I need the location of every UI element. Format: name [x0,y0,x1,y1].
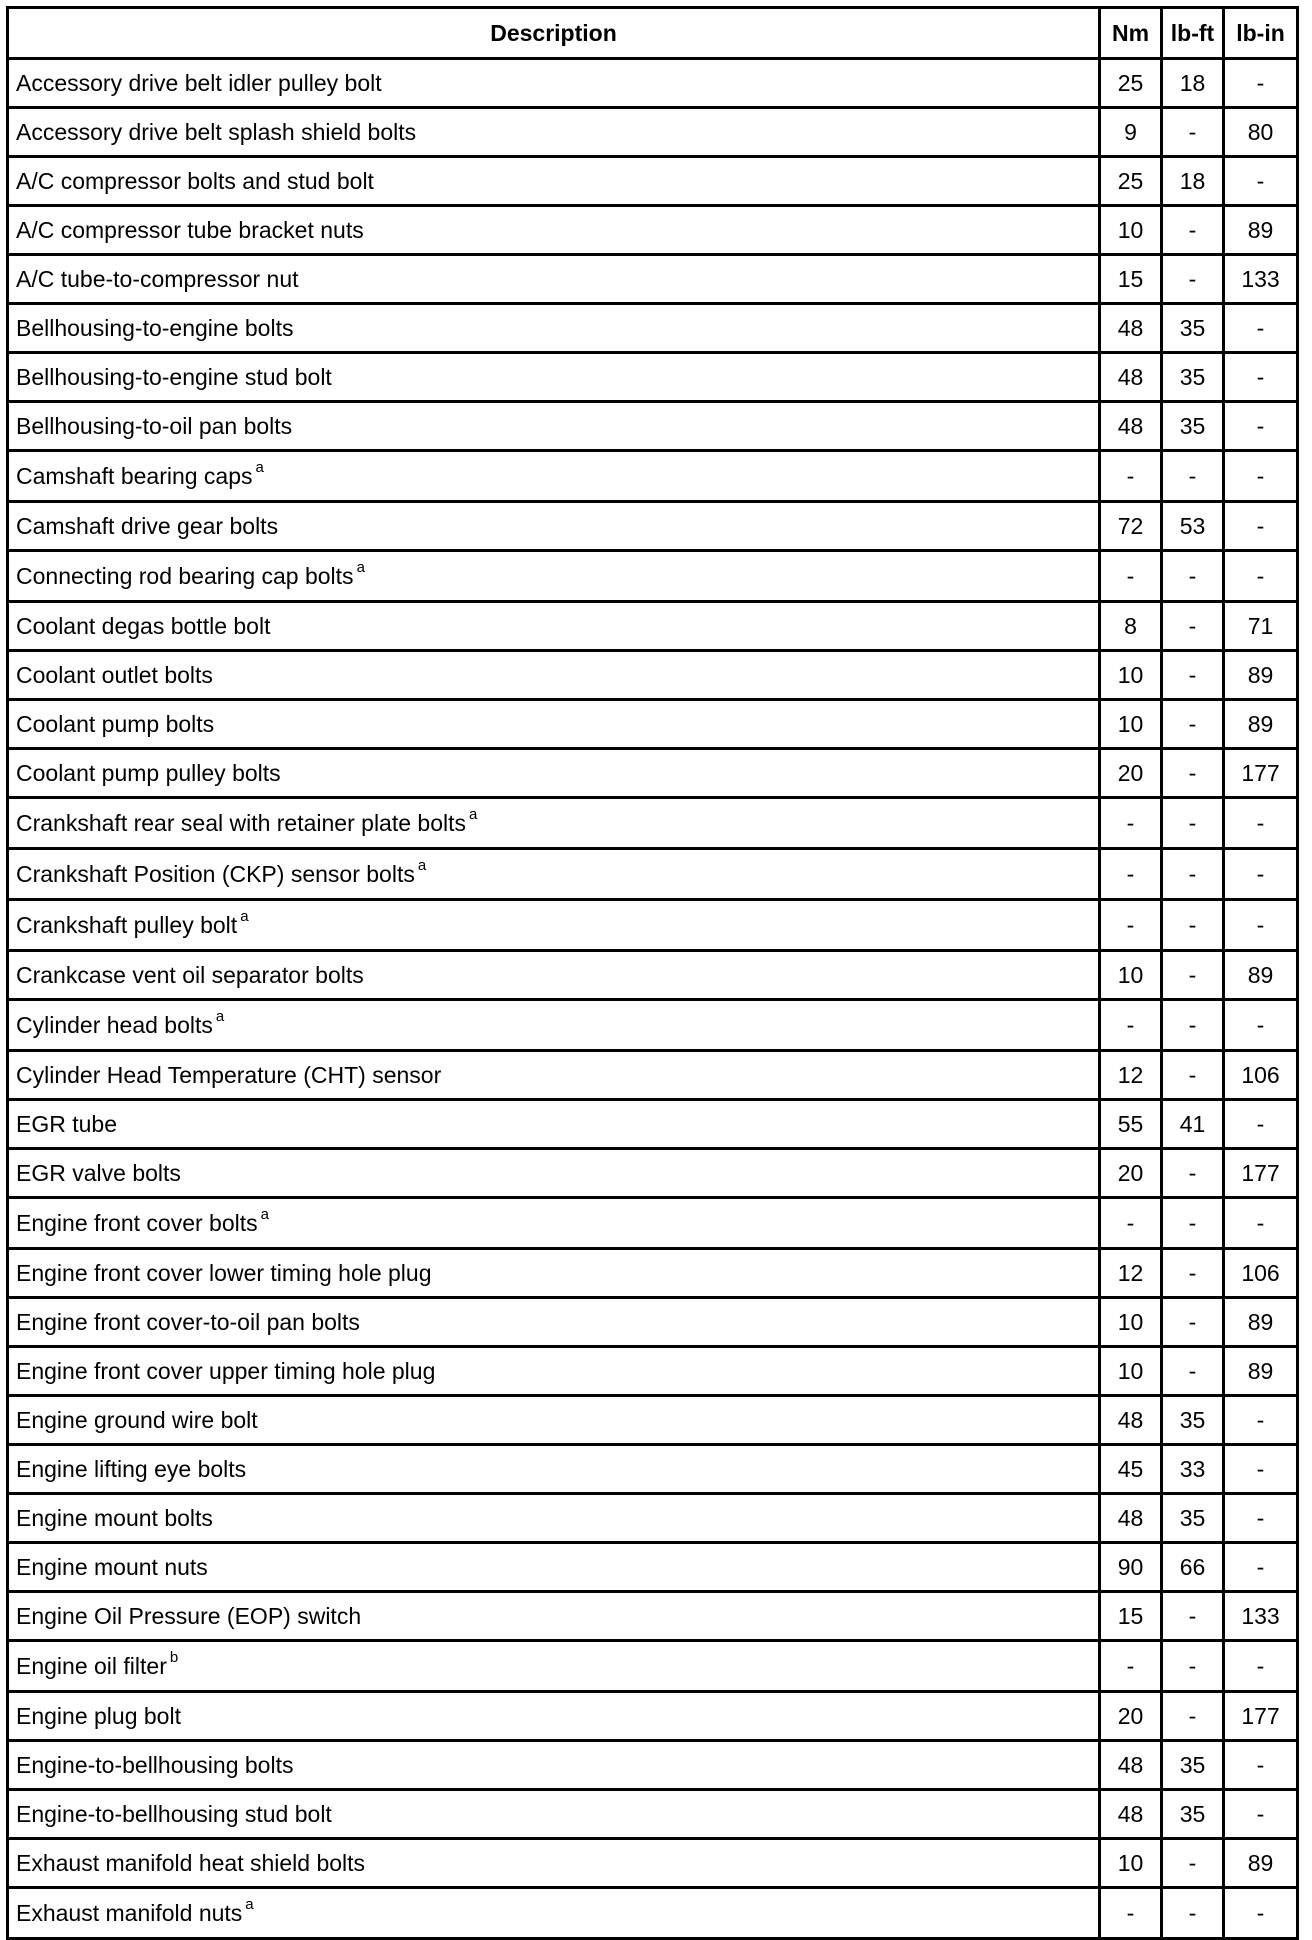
nm-cell: 48 [1100,1790,1162,1839]
description-cell [8,798,1100,849]
description-cell [8,1741,1100,1790]
nm-cell: 10 [1100,700,1162,749]
table-row [8,1445,1298,1494]
nm-cell: 12 [1100,1249,1162,1298]
footnote-marker: a [215,1007,225,1025]
table-row [8,1149,1298,1198]
lbft-cell: - [1162,602,1224,651]
nm-cell: 10 [1100,206,1162,255]
description-text: Engine-to-bellhousing bolts [16,1751,294,1778]
table-row [8,451,1298,502]
description-cell [8,157,1100,206]
description-text: Camshaft bearing caps [16,462,253,489]
lbft-cell: - [1162,1692,1224,1741]
nm-cell: 90 [1100,1543,1162,1592]
nm-cell: 20 [1100,1149,1162,1198]
lbin-cell: - [1224,1543,1298,1592]
lbin-cell: - [1224,353,1298,402]
lbft-cell: - [1162,255,1224,304]
description-text: Engine lifting eye bolts [16,1455,247,1482]
lbin-cell: - [1224,798,1298,849]
description-text: Cylinder Head Temperature (CHT) sensor [16,1061,442,1088]
table-row [8,1741,1298,1790]
table-body [8,59,1298,1939]
nm-cell: 48 [1100,353,1162,402]
footnote-marker: a [240,907,249,925]
description-text: Accessory drive belt idler pulley bolt [16,69,382,96]
lbin-cell: 177 [1224,1149,1298,1198]
nm-cell: 48 [1100,1396,1162,1445]
header-row [8,8,1298,59]
description-text: Engine front cover lower timing hole plug [16,1259,432,1286]
lbin-cell: 89 [1224,206,1298,255]
description-text: Crankshaft Position (CKP) sensor bolts [16,860,415,887]
description-cell [8,551,1100,602]
table-row [8,1543,1298,1592]
table-row [8,1790,1298,1839]
lbft-cell: - [1162,1298,1224,1347]
lbft-cell: 53 [1162,502,1224,551]
lbft-cell: - [1162,700,1224,749]
nm-cell: - [1100,551,1162,602]
nm-cell: - [1100,451,1162,502]
lbin-cell: 177 [1224,749,1298,798]
lbft-cell: - [1162,451,1224,502]
description-text: Engine plug bolt [16,1702,181,1729]
table-row [8,59,1298,108]
lbft-cell: - [1162,1839,1224,1888]
description-cell [8,700,1100,749]
lbft-cell: - [1162,951,1224,1000]
description-text: EGR valve bolts [16,1159,181,1186]
table-row [8,206,1298,255]
description-text: Coolant pump bolts [16,710,215,737]
description-text: Bellhousing-to-engine bolts [16,314,294,341]
table-row [8,255,1298,304]
description-text: Engine oil filter [16,1652,167,1679]
table-row [8,353,1298,402]
footnote-marker: a [417,856,427,874]
description-text: Engine ground wire bolt [16,1406,258,1433]
description-text: Engine mount bolts [16,1504,213,1531]
nm-cell: 15 [1100,255,1162,304]
nm-cell: 10 [1100,1839,1162,1888]
table-row [8,1494,1298,1543]
footnote-marker: a [469,805,478,823]
description-cell [8,1543,1100,1592]
lbin-cell: - [1224,157,1298,206]
description-cell [8,1445,1100,1494]
lbin-cell: 106 [1224,1051,1298,1100]
lbin-cell: - [1224,304,1298,353]
table-row [8,1198,1298,1249]
nm-cell: 10 [1100,1298,1162,1347]
header-lbin: lb-in [1224,8,1298,59]
description-cell [8,602,1100,651]
nm-cell: 48 [1100,402,1162,451]
description-cell [8,108,1100,157]
description-text: A/C compressor bolts and stud bolt [16,167,374,194]
lbin-cell: 71 [1224,602,1298,651]
description-cell [8,304,1100,353]
nm-cell: 10 [1100,1347,1162,1396]
table-row [8,1298,1298,1347]
lbin-cell: 106 [1224,1249,1298,1298]
lbft-cell: - [1162,108,1224,157]
footnote-marker: a [356,558,365,576]
lbft-cell: - [1162,206,1224,255]
table-row [8,602,1298,651]
lbin-cell: 89 [1224,1839,1298,1888]
lbft-cell: - [1162,1888,1224,1939]
description-text: Exhaust manifold heat shield bolts [16,1849,366,1876]
nm-cell: 9 [1100,108,1162,157]
nm-cell: 48 [1100,304,1162,353]
description-cell [8,255,1100,304]
footnote-marker: a [245,1895,254,1913]
description-cell [8,1790,1100,1839]
lbin-cell: - [1224,1198,1298,1249]
nm-cell: 20 [1100,749,1162,798]
description-text: A/C tube-to-compressor nut [16,265,299,292]
lbin-cell: - [1224,402,1298,451]
lbft-cell: 33 [1162,1445,1224,1494]
nm-cell: 48 [1100,1494,1162,1543]
table-row [8,304,1298,353]
description-text: Bellhousing-to-engine stud bolt [16,363,332,390]
lbft-cell: - [1162,1249,1224,1298]
description-cell [8,1149,1100,1198]
description-text: Coolant pump pulley bolts [16,759,281,786]
table-row [8,1839,1298,1888]
description-cell [8,900,1100,951]
lbft-cell: 66 [1162,1543,1224,1592]
description-text: Crankshaft rear seal with retainer plate bolts [16,809,466,836]
lbft-cell: - [1162,551,1224,602]
description-cell [8,1396,1100,1445]
nm-cell: 25 [1100,59,1162,108]
description-text: Connecting rod bearing cap bolts [16,562,354,589]
description-cell [8,59,1100,108]
description-cell [8,1494,1100,1543]
lbin-cell: - [1224,1741,1298,1790]
nm-cell: - [1100,900,1162,951]
lbin-cell: 177 [1224,1692,1298,1741]
description-text: Coolant degas bottle bolt [16,612,271,639]
nm-cell: - [1100,1888,1162,1939]
header-nm: Nm [1100,8,1162,59]
description-text: Crankcase vent oil separator bolts [16,961,364,988]
description-cell [8,402,1100,451]
description-text: Engine front cover bolts [16,1209,258,1236]
table-row [8,1592,1298,1641]
table-row [8,700,1298,749]
nm-cell: 55 [1100,1100,1162,1149]
lbft-cell: - [1162,1641,1224,1692]
description-cell [8,1692,1100,1741]
description-text: Camshaft drive gear bolts [16,512,279,539]
lbft-cell: 18 [1162,59,1224,108]
lbin-cell: 89 [1224,1347,1298,1396]
lbin-cell: - [1224,1641,1298,1692]
lbft-cell: 35 [1162,1790,1224,1839]
nm-cell: 10 [1100,951,1162,1000]
description-cell [8,1100,1100,1149]
description-cell [8,1839,1100,1888]
table-row [8,1641,1298,1692]
lbft-cell: 41 [1162,1100,1224,1149]
description-cell [8,849,1100,900]
lbft-cell: 35 [1162,1494,1224,1543]
lbin-cell: - [1224,502,1298,551]
description-cell [8,1051,1100,1100]
nm-cell: 12 [1100,1051,1162,1100]
lbft-cell: - [1162,798,1224,849]
table-row [8,849,1298,900]
nm-cell: 25 [1100,157,1162,206]
table-row [8,749,1298,798]
description-cell [8,951,1100,1000]
header-lbft: lb-ft [1162,8,1224,59]
lbin-cell: - [1224,900,1298,951]
nm-cell: - [1100,1641,1162,1692]
lbft-cell: - [1162,1198,1224,1249]
description-cell [8,1347,1100,1396]
description-cell [8,451,1100,502]
description-text: Exhaust manifold nuts [16,1899,243,1926]
nm-cell: 8 [1100,602,1162,651]
description-cell [8,749,1100,798]
description-cell [8,1198,1100,1249]
lbft-cell: - [1162,900,1224,951]
nm-cell: 48 [1100,1741,1162,1790]
lbin-cell: 89 [1224,700,1298,749]
description-cell [8,1888,1100,1939]
lbin-cell: - [1224,1100,1298,1149]
nm-cell: 15 [1100,1592,1162,1641]
nm-cell: - [1100,849,1162,900]
nm-cell: - [1100,798,1162,849]
table-row [8,900,1298,951]
footnote-marker: a [260,1205,269,1223]
lbin-cell: - [1224,551,1298,602]
lbft-cell: 35 [1162,1741,1224,1790]
lbin-cell: 133 [1224,255,1298,304]
description-cell [8,651,1100,700]
description-cell [8,1641,1100,1692]
description-text: Accessory drive belt splash shield bolts [16,118,417,145]
table-row [8,1347,1298,1396]
description-text: A/C compressor tube bracket nuts [16,216,364,243]
torque-spec-table [6,6,1299,1940]
lbft-cell: - [1162,1592,1224,1641]
footnote-marker: b [169,1648,179,1666]
table-row [8,108,1298,157]
lbin-cell: - [1224,59,1298,108]
lbft-cell: - [1162,849,1224,900]
lbft-cell: 18 [1162,157,1224,206]
table-row [8,1888,1298,1939]
description-text: Bellhousing-to-oil pan bolts [16,412,293,439]
lbin-cell: - [1224,1888,1298,1939]
nm-cell: - [1100,1198,1162,1249]
table-row [8,651,1298,700]
lbft-cell: - [1162,651,1224,700]
description-cell [8,353,1100,402]
table-row [8,951,1298,1000]
lbft-cell: 35 [1162,402,1224,451]
table-row [8,551,1298,602]
lbin-cell: - [1224,1494,1298,1543]
lbin-cell: - [1224,1396,1298,1445]
header-description: Description [8,8,1100,59]
lbin-cell: 89 [1224,951,1298,1000]
lbft-cell: - [1162,749,1224,798]
description-text: Engine front cover-to-oil pan bolts [16,1308,360,1335]
table-row [8,402,1298,451]
description-cell [8,1592,1100,1641]
description-text: Engine Oil Pressure (EOP) switch [16,1602,362,1629]
table-row [8,1692,1298,1741]
lbin-cell: 89 [1224,1298,1298,1347]
lbin-cell: 133 [1224,1592,1298,1641]
description-cell [8,1249,1100,1298]
table-row [8,157,1298,206]
lbft-cell: - [1162,1347,1224,1396]
lbin-cell: 89 [1224,651,1298,700]
description-text: Crankshaft pulley bolt [16,911,238,938]
lbin-cell: - [1224,1000,1298,1051]
table-row [8,502,1298,551]
footnote-marker: a [255,458,264,476]
table-row [8,1051,1298,1100]
lbft-cell: - [1162,1000,1224,1051]
description-text: Cylinder head bolts [16,1011,213,1038]
lbin-cell: - [1224,1790,1298,1839]
description-text: Engine mount nuts [16,1553,208,1580]
table-row [8,1249,1298,1298]
nm-cell: - [1100,1000,1162,1051]
description-cell [8,502,1100,551]
description-text: Coolant outlet bolts [16,661,213,688]
lbft-cell: - [1162,1149,1224,1198]
table-row [8,798,1298,849]
lbft-cell: 35 [1162,304,1224,353]
table-row [8,1396,1298,1445]
table-row [8,1000,1298,1051]
nm-cell: 72 [1100,502,1162,551]
lbft-cell: 35 [1162,353,1224,402]
lbin-cell: - [1224,451,1298,502]
nm-cell: 45 [1100,1445,1162,1494]
lbin-cell: 80 [1224,108,1298,157]
lbin-cell: - [1224,1445,1298,1494]
description-cell [8,1298,1100,1347]
lbft-cell: - [1162,1051,1224,1100]
nm-cell: 20 [1100,1692,1162,1741]
lbft-cell: 35 [1162,1396,1224,1445]
description-cell [8,1000,1100,1051]
table-row [8,1100,1298,1149]
description-text: EGR tube [16,1110,117,1137]
description-cell [8,206,1100,255]
nm-cell: 10 [1100,651,1162,700]
description-text: Engine-to-bellhousing stud bolt [16,1800,332,1827]
lbin-cell: - [1224,849,1298,900]
description-text: Engine front cover upper timing hole plug [16,1357,436,1384]
